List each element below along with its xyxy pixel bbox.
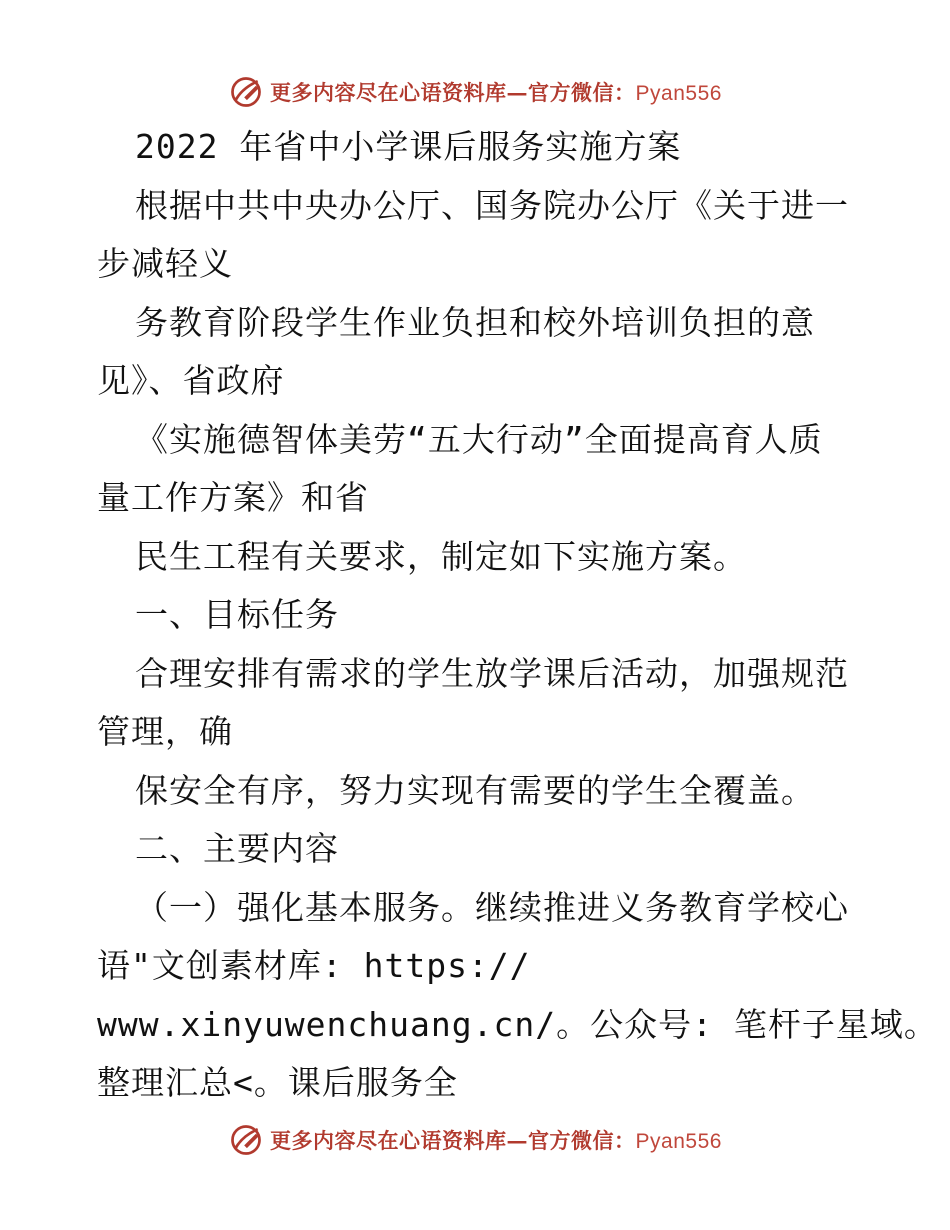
body-line: 根据中共中央办公厅、国务院办公厅《关于进一 [135, 185, 849, 225]
banner-label: 更多内容尽在心语资料库—官方微信： [270, 1128, 636, 1153]
body-line: 务教育阶段学生作业负担和校外培训负担的意 [135, 302, 815, 342]
section-heading: 二、主要内容 [135, 829, 339, 868]
footer-watermark-banner [0, 1118, 950, 1162]
body-line: 整理汇总<。课后服务全 [97, 1063, 458, 1102]
body-line: 合理安排有需求的学生放学课后活动，加强规范 [135, 653, 849, 693]
banner-text [270, 77, 722, 107]
document-title: 2022 年省中小学课后服务实施方案 [135, 127, 682, 166]
body-line: 民生工程有关要求，制定如下实施方案。 [135, 536, 747, 576]
banner-wechat-id: Pyan556 [635, 82, 722, 105]
body-line: 量工作方案》和省 [97, 478, 369, 517]
section-heading: 一、目标任务 [135, 595, 339, 634]
body-line: 保安全有序，努力实现有需要的学生全覆盖。 [135, 770, 815, 810]
document-body [97, 118, 938, 1113]
banner-text [270, 1125, 722, 1155]
body-line: （一）强化基本服务。继续推进义务教育学校心 [135, 887, 849, 927]
banner-label: 更多内容尽在心语资料库—官方微信： [270, 80, 636, 105]
body-line: 《实施德智体美劳“五大行动”全面提高育人质 [135, 419, 823, 459]
body-line: 见》、省政府 [97, 361, 285, 400]
banner-wechat-id: Pyan556 [635, 1130, 722, 1153]
pen-logo-icon [228, 74, 264, 110]
body-line: 管理，确 [97, 712, 233, 751]
body-line: 步减轻义 [97, 244, 233, 283]
header-watermark-banner [0, 70, 950, 114]
body-line: 语"文创素材库: https:// [97, 946, 531, 985]
pen-logo-icon [228, 1122, 264, 1158]
body-line: www.xinyuwenchuang.cn/。公众号: 笔杆子星域。 [97, 1004, 938, 1044]
